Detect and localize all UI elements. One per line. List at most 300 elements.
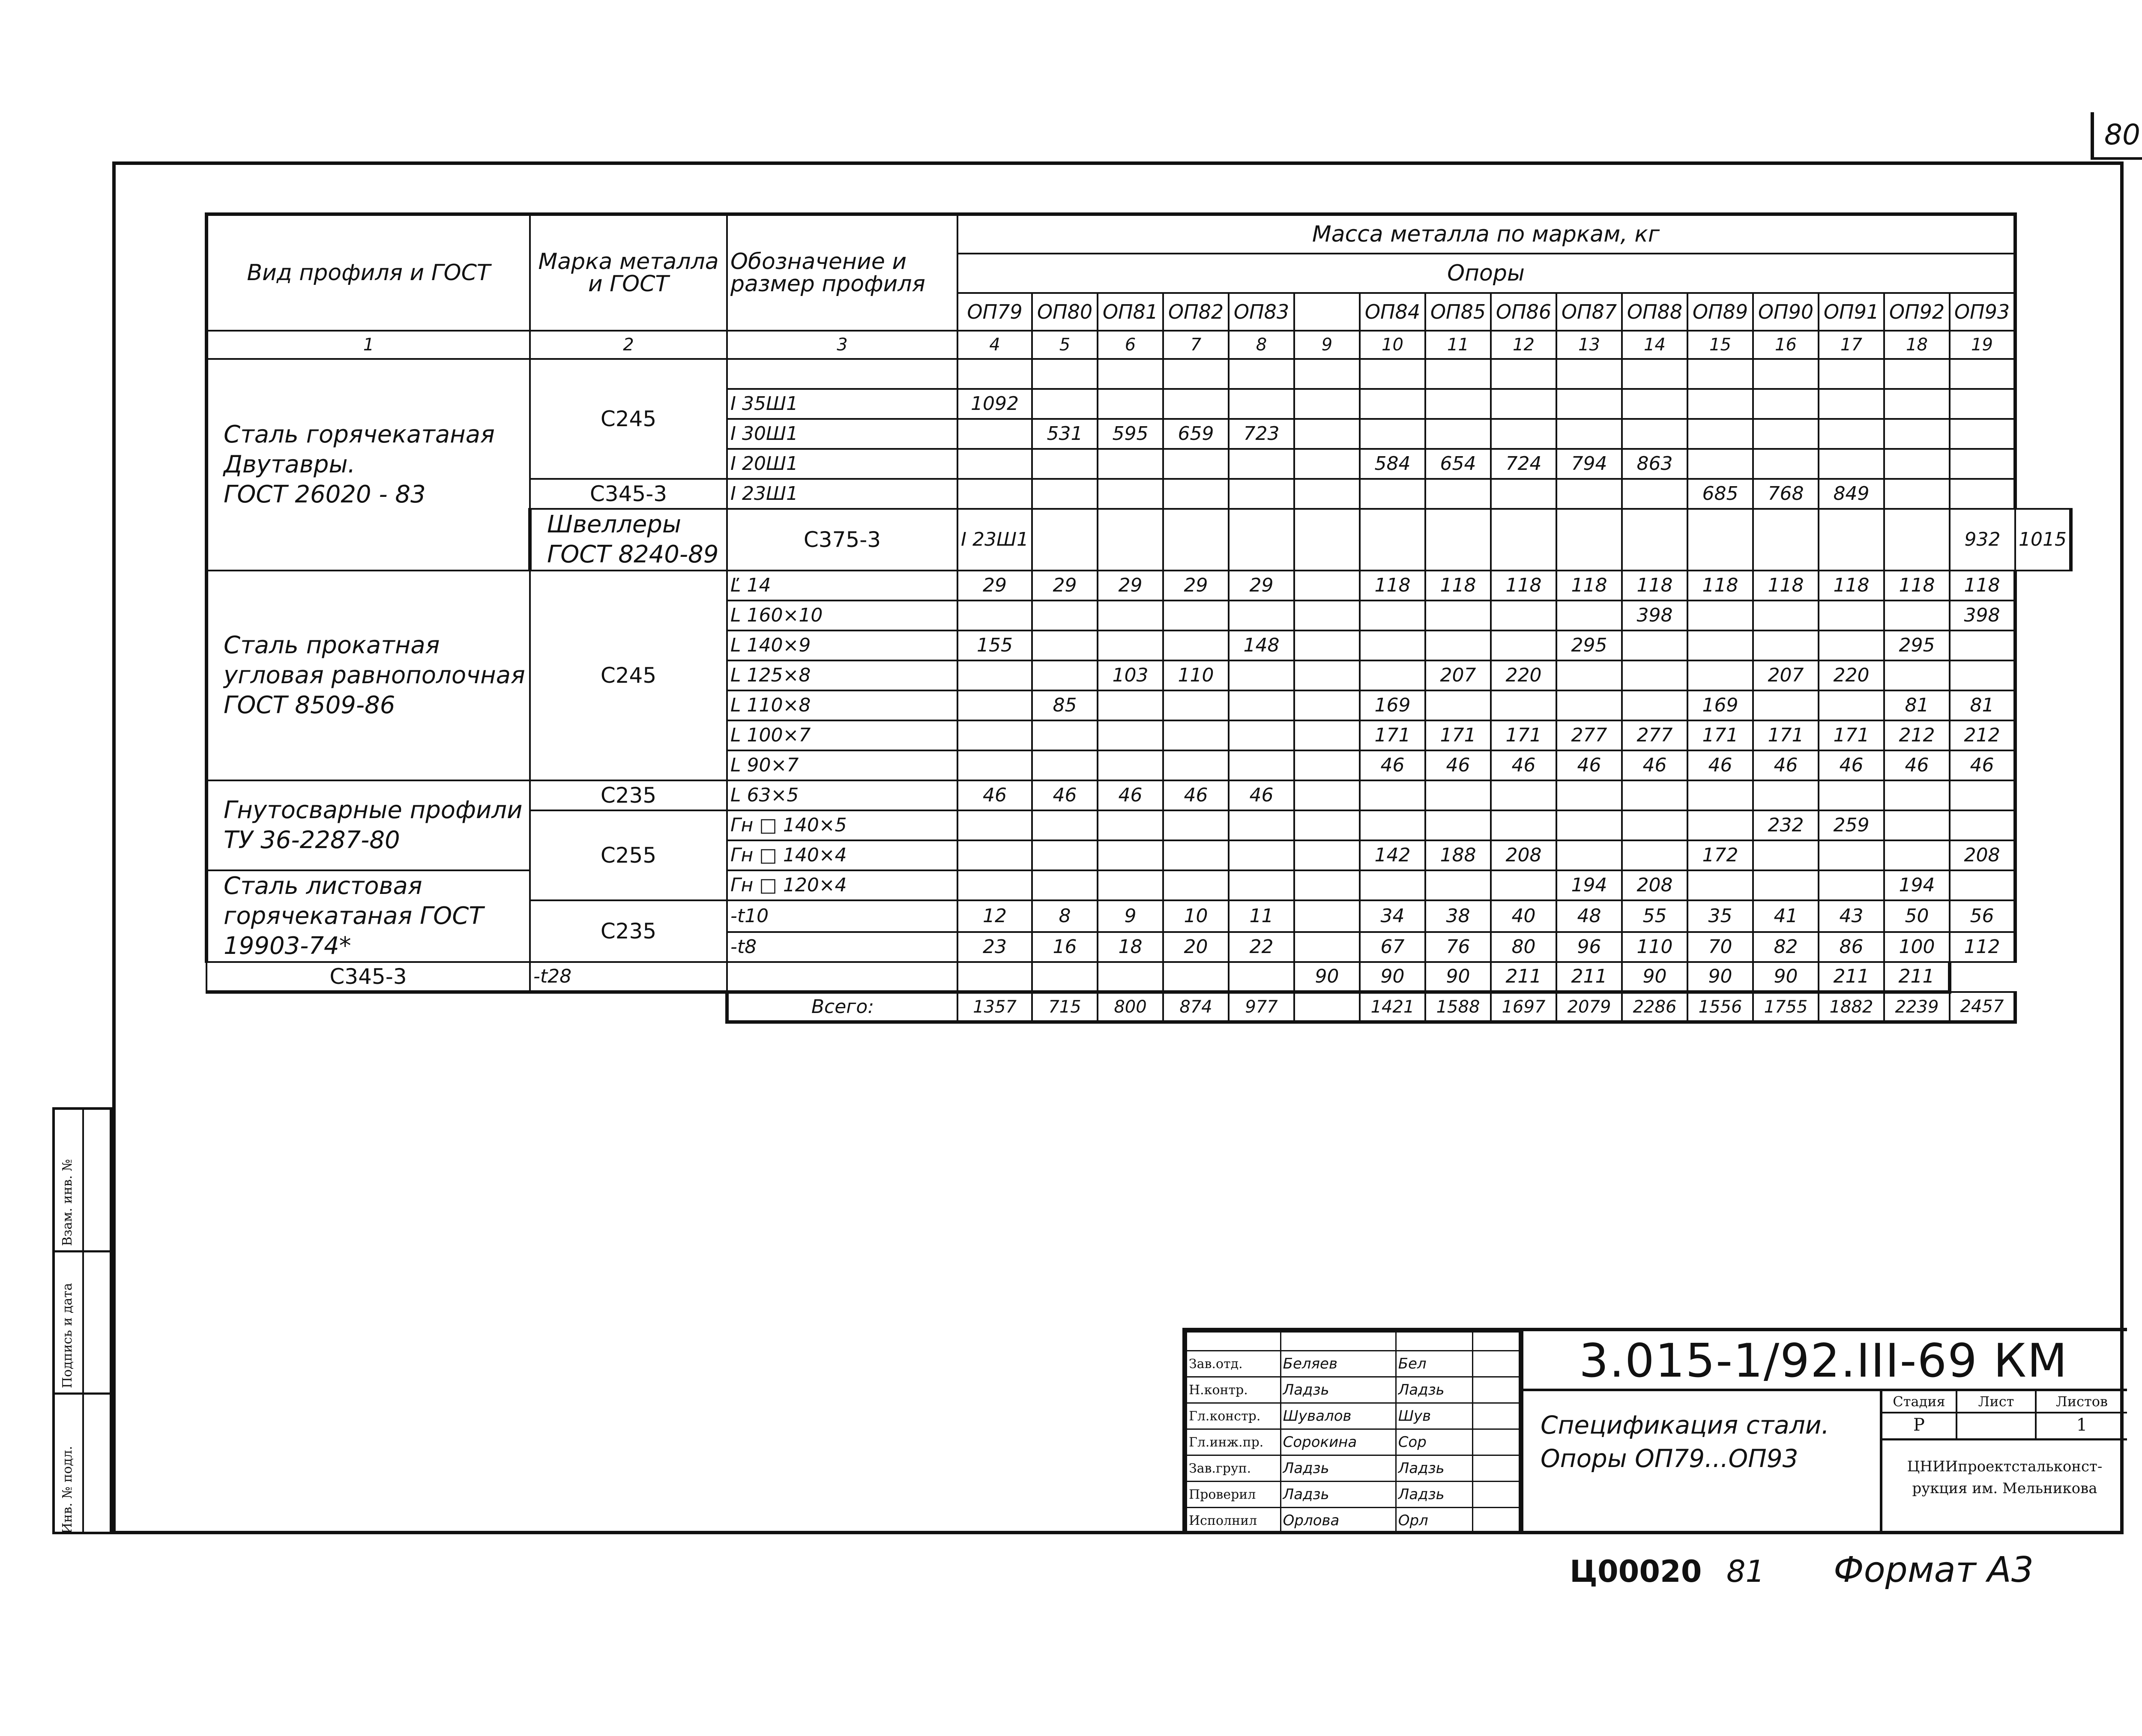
mass-value	[1753, 449, 1819, 479]
mass-value	[1229, 810, 1294, 840]
column-number: 13	[1556, 331, 1622, 359]
mass-value: 103	[1098, 660, 1163, 690]
mass-value	[1884, 601, 1950, 630]
profile-designation: Гн □ 120×4	[727, 870, 957, 900]
mass-value	[1753, 690, 1819, 720]
mass-value	[1032, 660, 1098, 690]
mass-value: 118	[1753, 571, 1819, 601]
mass-value: 685	[1687, 479, 1753, 509]
person-name: Ладзь	[1280, 1482, 1396, 1508]
footer-code: Ц00020	[1570, 1554, 1702, 1589]
total-value: 1357	[957, 992, 1032, 1022]
mass-value: 659	[1163, 419, 1229, 449]
mass-value	[1884, 660, 1950, 690]
profile-designation: L 160×10	[727, 601, 957, 630]
mass-value: 46	[1687, 750, 1753, 780]
mass-value	[1491, 870, 1556, 900]
mass-value: 46	[1229, 780, 1294, 810]
mass-value: 277	[1556, 720, 1622, 750]
mass-value: 295	[1556, 630, 1622, 660]
support-mark-header: ОП93	[1950, 293, 2015, 331]
mass-value	[1425, 601, 1491, 630]
signature-row	[1187, 1508, 1520, 1534]
mass-value	[1032, 720, 1098, 750]
profile-designation: L 63×5	[727, 780, 957, 810]
mass-value	[1229, 509, 1294, 571]
mass-value	[1950, 479, 2015, 509]
totals-label: Всего:	[727, 992, 957, 1022]
mass-value	[1032, 630, 1098, 660]
mass-value	[1425, 810, 1491, 840]
support-mark-header: ОП86	[1491, 293, 1556, 331]
mass-value	[1687, 601, 1753, 630]
profile-designation: Ľ 14	[727, 571, 957, 601]
mass-value: 208	[1950, 840, 2015, 870]
support-mark-header: ОП88	[1622, 293, 1687, 331]
mass-value: 142	[1360, 840, 1425, 870]
mass-value	[1753, 780, 1819, 810]
mass-value	[1884, 509, 1950, 571]
profile-designation: L 110×8	[727, 690, 957, 720]
column-number: 11	[1425, 331, 1491, 359]
mass-value: 90	[1360, 962, 1425, 992]
mass-value	[1032, 601, 1098, 630]
side-stamp	[52, 1107, 112, 1534]
person-name: Ладзь	[1280, 1455, 1396, 1482]
mass-value: 46	[1163, 780, 1229, 810]
date-cell	[1473, 1377, 1520, 1403]
mass-value	[1556, 479, 1622, 509]
col-header-steel-mark: Марка металла и ГОСТ	[530, 214, 727, 331]
mass-value: 29	[1032, 571, 1098, 601]
profile-designation: I 20Ш1	[727, 449, 957, 479]
mass-value	[1556, 660, 1622, 690]
mass-value	[1360, 359, 1425, 389]
mass-value	[1622, 419, 1687, 449]
mass-value	[1360, 630, 1425, 660]
mass-value	[1950, 810, 2015, 840]
mass-value	[1425, 509, 1491, 571]
mass-value	[1687, 509, 1753, 571]
mass-value: 220	[1491, 660, 1556, 690]
mass-value	[1360, 780, 1425, 810]
mass-value	[1163, 449, 1229, 479]
handwritten-signature: Бел	[1396, 1351, 1472, 1377]
mass-value: 171	[1687, 720, 1753, 750]
mass-value	[1098, 601, 1163, 630]
mass-value: 171	[1360, 720, 1425, 750]
mass-value: 56	[1950, 900, 2015, 932]
mass-value: 211	[1491, 962, 1556, 992]
sheets-value: 1	[2076, 1415, 2088, 1435]
signature-row	[1187, 1351, 1520, 1377]
handwritten-signature: Шув	[1396, 1403, 1472, 1429]
profile-group-label: Швеллеры ГОСТ 8240-89	[530, 509, 727, 571]
mass-value: 35	[1687, 900, 1753, 932]
profile-group-label: Гнутосварные профили ТУ 36-2287-80	[206, 780, 530, 870]
mass-value	[1950, 870, 2015, 900]
mass-value	[1098, 840, 1163, 870]
total-value: 2286	[1622, 992, 1687, 1022]
sheet-number-underline	[2091, 157, 2142, 160]
person-name: Шувалов	[1280, 1403, 1396, 1429]
mass-value: 46	[1425, 750, 1491, 780]
mass-value: 90	[1753, 962, 1819, 992]
organization	[1880, 1440, 2127, 1534]
mass-value	[1819, 449, 1884, 479]
mass-value	[1294, 840, 1360, 870]
mass-value: 849	[1819, 479, 1884, 509]
mass-value	[1163, 479, 1229, 509]
mass-value: 46	[1622, 750, 1687, 780]
mass-value: 169	[1687, 690, 1753, 720]
mass-value	[957, 720, 1032, 750]
mass-value: 80	[1491, 932, 1556, 962]
mass-value	[1032, 449, 1098, 479]
mass-value	[957, 840, 1032, 870]
mass-value	[1950, 419, 2015, 449]
column-number: 15	[1687, 331, 1753, 359]
date-cell	[1473, 1351, 1520, 1377]
support-mark-header: ОП87	[1556, 293, 1622, 331]
mass-value	[957, 660, 1032, 690]
mass-value	[1294, 720, 1360, 750]
total-value: 1697	[1491, 992, 1556, 1022]
signature-table	[1186, 1331, 1520, 1534]
profile-designation: L 90×7	[727, 750, 957, 780]
mass-value: 118	[1360, 571, 1425, 601]
mass-value	[1163, 630, 1229, 660]
footer-format: Формат А3	[1834, 1550, 2034, 1590]
mass-value	[1163, 750, 1229, 780]
mass-value	[1294, 359, 1360, 389]
profile-designation: I 35Ш1	[727, 389, 957, 419]
mass-value: 768	[1753, 479, 1819, 509]
mass-value: 46	[1098, 780, 1163, 810]
mass-value: 188	[1425, 840, 1491, 870]
column-number: 18	[1884, 331, 1950, 359]
mass-value: 100	[1884, 932, 1950, 962]
mass-value	[1032, 870, 1098, 900]
table-row	[206, 571, 2071, 601]
role-label: Зав.груп.	[1187, 1455, 1281, 1482]
mass-value	[1491, 780, 1556, 810]
mass-value	[1556, 419, 1622, 449]
mass-value	[1294, 932, 1360, 962]
mass-value	[1884, 419, 1950, 449]
mass-value	[1425, 359, 1491, 389]
mass-value	[1556, 780, 1622, 810]
mass-value: 81	[1884, 690, 1950, 720]
mass-value: 208	[1491, 840, 1556, 870]
sheet-label: Лист	[1957, 1391, 2035, 1413]
steel-mark: С245	[530, 571, 727, 780]
mass-value: 118	[1491, 571, 1556, 601]
mass-value	[1687, 810, 1753, 840]
mass-value	[1163, 690, 1229, 720]
column-number: 3	[727, 331, 957, 359]
mass-value	[1032, 962, 1098, 992]
column-number: 8	[1229, 331, 1294, 359]
total-value: 874	[1163, 992, 1229, 1022]
mass-value: 82	[1753, 932, 1819, 962]
mass-value: 46	[1032, 780, 1098, 810]
mass-value	[1360, 660, 1425, 690]
mass-value: 12	[957, 900, 1032, 932]
mass-value: 18	[1098, 932, 1163, 962]
mass-value	[1622, 479, 1687, 509]
date-cell	[1473, 1455, 1520, 1482]
mass-value	[1622, 389, 1687, 419]
mass-value	[1491, 389, 1556, 419]
mass-value	[1819, 389, 1884, 419]
signature-cell	[1187, 1332, 1281, 1351]
mass-value: 23	[957, 932, 1032, 962]
mass-value	[1229, 601, 1294, 630]
column-number: 16	[1753, 331, 1819, 359]
mass-value	[1294, 810, 1360, 840]
mass-value	[1687, 449, 1753, 479]
mass-value	[1229, 750, 1294, 780]
mass-value: 90	[1687, 962, 1753, 992]
document-title	[1520, 1391, 1880, 1534]
mass-value	[1753, 840, 1819, 870]
mass-value: 169	[1360, 690, 1425, 720]
mass-value	[1360, 601, 1425, 630]
document-title-line-2: Опоры ОП79...ОП93	[1541, 1444, 1798, 1473]
mass-value	[957, 359, 1032, 389]
mass-value	[1294, 389, 1360, 419]
mass-value	[1360, 389, 1425, 419]
mass-value	[1294, 509, 1360, 571]
mass-value	[1163, 840, 1229, 870]
mass-value	[1098, 449, 1163, 479]
mass-value	[1556, 690, 1622, 720]
mass-value: 172	[1687, 840, 1753, 870]
mass-value	[1622, 690, 1687, 720]
mass-value: 29	[1163, 571, 1229, 601]
mass-value: 55	[1622, 900, 1687, 932]
mass-value: 863	[1622, 449, 1687, 479]
mass-value	[1032, 359, 1098, 389]
person-name: Беляев	[1280, 1351, 1396, 1377]
mass-value	[1687, 780, 1753, 810]
mass-value	[1425, 419, 1491, 449]
mass-value: 211	[1884, 962, 1950, 992]
mass-value	[957, 419, 1032, 449]
mass-value	[1163, 810, 1229, 840]
mass-value	[1229, 840, 1294, 870]
mass-value: 43	[1819, 900, 1884, 932]
mass-value	[1294, 900, 1360, 932]
mass-value: 9	[1098, 900, 1163, 932]
mass-value: 118	[1425, 571, 1491, 601]
mass-value: 211	[1556, 962, 1622, 992]
mass-value: 90	[1622, 962, 1687, 992]
mass-value	[1163, 720, 1229, 750]
mass-value	[1098, 359, 1163, 389]
mass-value	[1753, 630, 1819, 660]
mass-value	[1753, 359, 1819, 389]
total-value: 977	[1229, 992, 1294, 1022]
support-mark-header: ОП85	[1425, 293, 1491, 331]
col-header-designation: Обозначение и размер профиля	[727, 214, 957, 331]
mass-value	[1032, 509, 1098, 571]
mass-value	[1556, 359, 1622, 389]
mass-value	[1753, 419, 1819, 449]
sheet-number: 80	[2091, 112, 2142, 157]
total-value: 1588	[1425, 992, 1491, 1022]
mass-value: 16	[1032, 932, 1098, 962]
mass-value: 29	[957, 571, 1032, 601]
side-stamp-divider	[55, 1250, 110, 1252]
mass-value: 171	[1753, 720, 1819, 750]
mass-value	[1294, 750, 1360, 780]
mass-value	[1819, 840, 1884, 870]
mass-value	[1294, 870, 1360, 900]
total-value: 1556	[1687, 992, 1753, 1022]
stage-cell	[1882, 1391, 1957, 1438]
mass-value	[1819, 780, 1884, 810]
profile-designation	[727, 359, 957, 389]
mass-value: 212	[1950, 720, 2015, 750]
totals-row	[206, 992, 2071, 1022]
role-label: Зав.отд.	[1187, 1351, 1281, 1377]
mass-value	[1950, 449, 2015, 479]
table-row	[206, 870, 2071, 900]
mass-value	[1884, 840, 1950, 870]
mass-value	[1556, 601, 1622, 630]
mass-value	[1556, 509, 1622, 571]
handwritten-signature: Ладзь	[1396, 1377, 1472, 1403]
mass-value	[1819, 601, 1884, 630]
total-value: 1755	[1753, 992, 1819, 1022]
mass-value	[1819, 690, 1884, 720]
profile-group-label: Сталь листовая горячекатаная ГОСТ 19903-74*	[206, 870, 530, 962]
col-header-mass: Масса металла по маркам, кг	[957, 214, 2015, 254]
mass-value	[1229, 359, 1294, 389]
column-number: 4	[957, 331, 1032, 359]
mass-value	[1622, 840, 1687, 870]
mass-value: 40	[1491, 900, 1556, 932]
mass-value: 110	[1622, 932, 1687, 962]
mass-value: 595	[1098, 419, 1163, 449]
title-block	[1182, 1328, 2127, 1534]
column-number: 2	[530, 331, 727, 359]
mass-value	[1884, 449, 1950, 479]
mass-value	[1622, 630, 1687, 660]
support-mark-header: ОП83	[1229, 293, 1294, 331]
mass-value: 259	[1819, 810, 1884, 840]
mass-value: 932	[1950, 509, 2015, 571]
mass-value: 76	[1425, 932, 1491, 962]
side-stamp-divider	[55, 1392, 110, 1395]
totals-spacer	[206, 992, 727, 1022]
column-number: 19	[1950, 331, 2015, 359]
mass-value: 46	[1950, 750, 2015, 780]
mass-value	[1163, 509, 1229, 571]
profile-designation: -t10	[727, 900, 957, 932]
mass-value: 531	[1032, 419, 1098, 449]
mass-value	[1229, 389, 1294, 419]
support-mark-header: ОП91	[1819, 293, 1884, 331]
total-value: 1882	[1819, 992, 1884, 1022]
profile-designation: -t8	[727, 932, 957, 962]
mass-value	[1687, 419, 1753, 449]
organization-line-1: ЦНИИпроектстальконст-	[1907, 1458, 2103, 1475]
mass-value	[1556, 810, 1622, 840]
mass-value	[1229, 449, 1294, 479]
mass-value	[957, 962, 1032, 992]
mass-value: 211	[1819, 962, 1884, 992]
mass-value	[1163, 870, 1229, 900]
mass-value	[1294, 780, 1360, 810]
mass-value	[1950, 660, 2015, 690]
steel-mark: С345-3	[206, 962, 530, 992]
mass-value: 398	[1950, 601, 2015, 630]
mass-value	[1294, 479, 1360, 509]
role-label: Гл.инж.пр.	[1187, 1429, 1281, 1455]
mass-value: 171	[1491, 720, 1556, 750]
mass-value	[1425, 479, 1491, 509]
mass-value	[1753, 389, 1819, 419]
mass-value: 277	[1622, 720, 1687, 750]
mass-value: 70	[1687, 932, 1753, 962]
column-number: 5	[1032, 331, 1098, 359]
total-value	[1294, 992, 1360, 1022]
mass-value	[957, 690, 1032, 720]
mass-value: 1015	[2015, 509, 2071, 571]
steel-mark: С345-3	[530, 479, 727, 509]
total-value: 715	[1032, 992, 1098, 1022]
profile-designation: L 125×8	[727, 660, 957, 690]
mass-value	[1360, 419, 1425, 449]
column-number: 9	[1294, 331, 1360, 359]
mass-value: 194	[1556, 870, 1622, 900]
handwritten-signature: Орл	[1396, 1508, 1472, 1534]
mass-value	[1491, 359, 1556, 389]
mass-value	[1491, 509, 1556, 571]
mass-value	[1622, 780, 1687, 810]
profile-designation: L 140×9	[727, 630, 957, 660]
mass-value: 794	[1556, 449, 1622, 479]
handwritten-signature: Ладзь	[1396, 1482, 1472, 1508]
signature-row	[1187, 1429, 1520, 1455]
mass-value	[1032, 810, 1098, 840]
mass-value: 724	[1491, 449, 1556, 479]
date-cell	[1473, 1403, 1520, 1429]
mass-value	[1950, 780, 2015, 810]
mass-value	[1294, 449, 1360, 479]
mass-value	[1491, 601, 1556, 630]
date-cell	[1473, 1482, 1520, 1508]
mass-value	[1622, 359, 1687, 389]
col-header-supports: Опоры	[957, 254, 2015, 293]
mass-value	[1163, 389, 1229, 419]
mass-value: 20	[1163, 932, 1229, 962]
mass-value: 220	[1819, 660, 1884, 690]
profile-group-label: Сталь горячекатаная Двутавры. ГОСТ 26020 - 83	[206, 359, 530, 571]
steel-mark: С255	[530, 810, 727, 900]
steel-mark: С235	[530, 900, 727, 962]
mass-value	[1425, 630, 1491, 660]
mass-value: 112	[1950, 932, 2015, 962]
document-code: 3.015-1/92.III-69 КМ	[1520, 1331, 2127, 1391]
signature-row	[1187, 1403, 1520, 1429]
mass-value: 29	[1229, 571, 1294, 601]
support-mark-header: ОП82	[1163, 293, 1229, 331]
mass-value	[1294, 419, 1360, 449]
